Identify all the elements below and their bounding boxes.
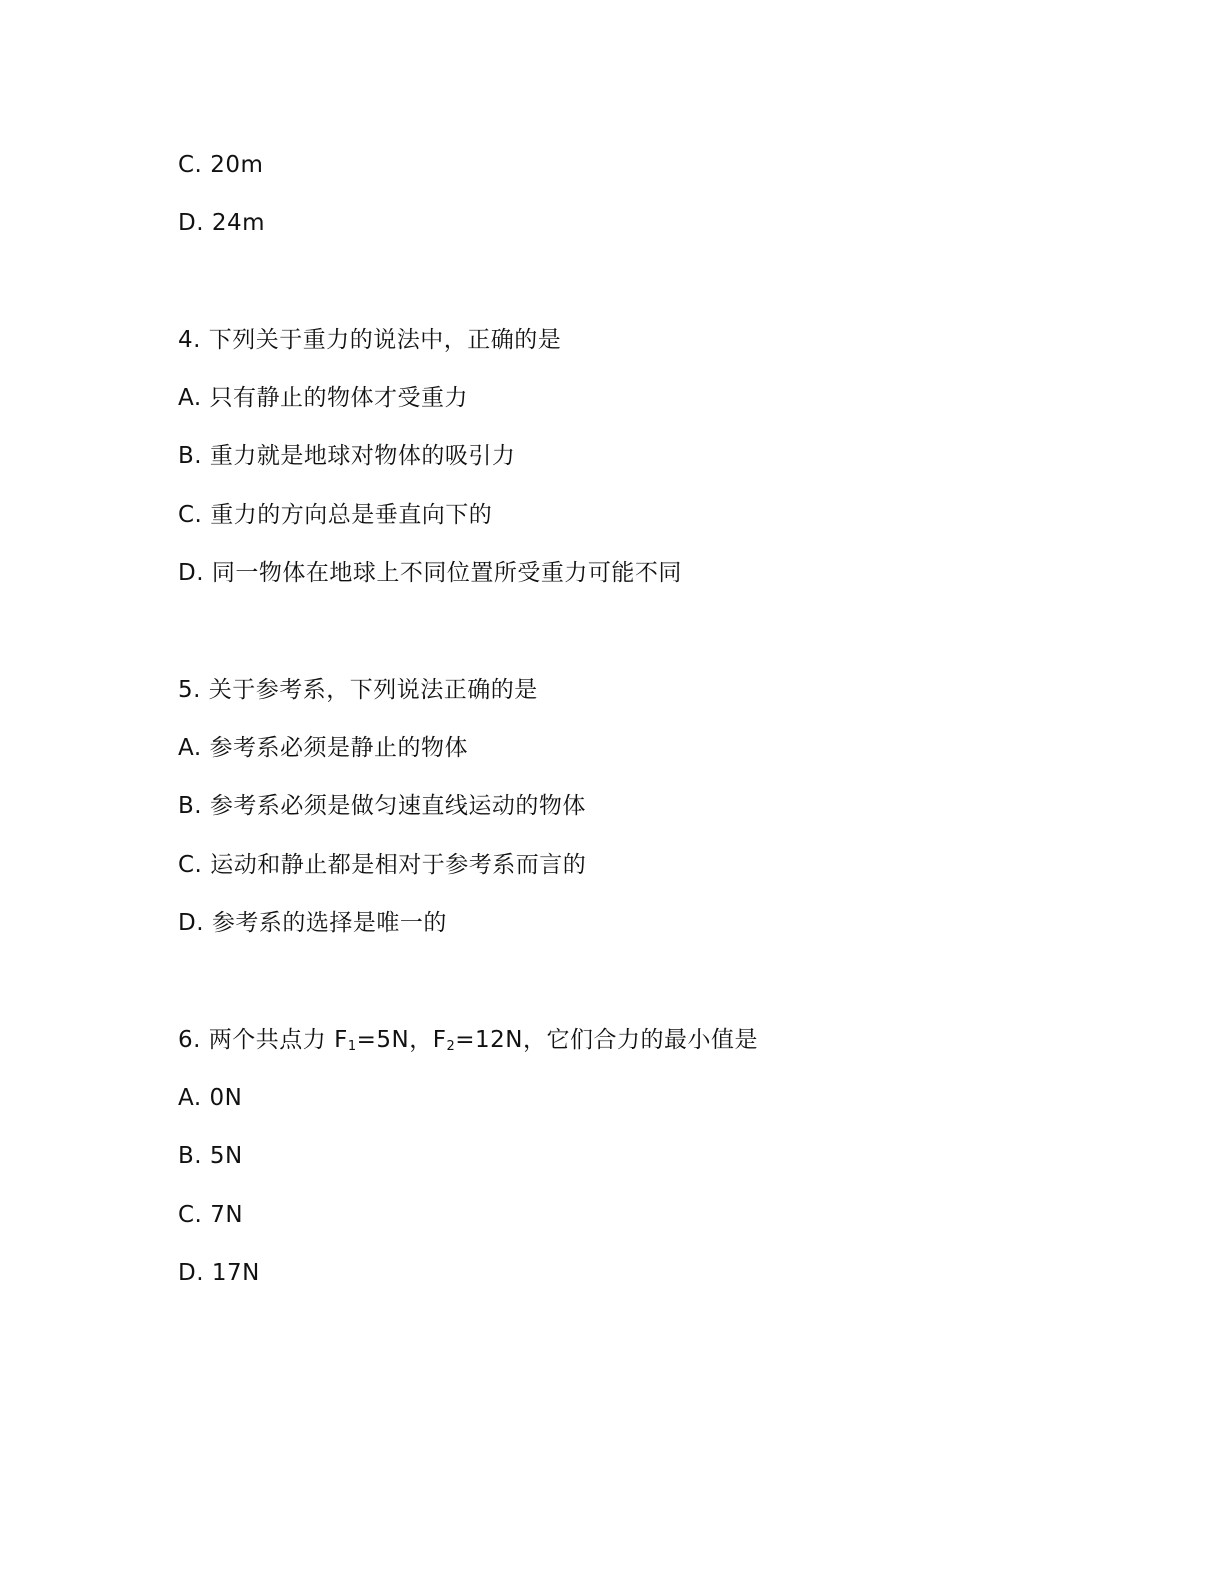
option-key: A. <box>178 735 202 761</box>
option-text: 运动和静止都是相对于参考系而言的 <box>210 852 587 878</box>
option-key: C. <box>178 152 203 178</box>
option-text: 同一物体在地球上不同位置所受重力可能不同 <box>211 560 682 586</box>
question-number: 5. <box>178 677 201 703</box>
option-text: 重力就是地球对物体的吸引力 <box>209 443 516 469</box>
q4-stem <box>178 325 561 355</box>
q4-option-d <box>178 558 682 588</box>
option-key: C. <box>178 1202 203 1228</box>
force-2-subscript: 2 <box>446 1039 456 1054</box>
question-text: 关于参考系，下列说法正确的是 <box>208 677 538 703</box>
option-text: 17N <box>211 1260 260 1286</box>
force-2-value: =12N <box>455 1027 523 1053</box>
q6-option-c <box>178 1200 243 1230</box>
q4-option-b <box>178 441 515 471</box>
option-text: 只有静止的物体才受重力 <box>209 385 468 411</box>
option-text: 7N <box>210 1202 244 1228</box>
q5-option-a <box>178 733 468 763</box>
option-text: 参考系必须是静止的物体 <box>209 735 468 761</box>
q5-option-d <box>178 908 447 938</box>
separator: ， <box>409 1027 433 1053</box>
option-text: 重力的方向总是垂直向下的 <box>210 502 493 528</box>
force-1-subscript: 1 <box>347 1039 357 1054</box>
q3-option-d <box>178 208 265 238</box>
question-text-prefix: 两个共点力 <box>208 1027 327 1053</box>
question-text: 下列关于重力的说法中，正确的是 <box>208 327 562 353</box>
force-2 <box>433 1027 523 1053</box>
option-key: C. <box>178 502 203 528</box>
q5-stem <box>178 675 538 705</box>
option-text: 5N <box>209 1143 243 1169</box>
option-text: 参考系必须是做匀速直线运动的物体 <box>209 793 586 819</box>
option-text: 0N <box>209 1085 243 1111</box>
question-number: 6. <box>178 1027 201 1053</box>
q6-option-b <box>178 1141 243 1171</box>
option-key: A. <box>178 385 202 411</box>
q5-option-b <box>178 791 586 821</box>
option-text: 24m <box>211 210 266 236</box>
q4-option-a <box>178 383 468 413</box>
q6-stem <box>178 1025 758 1062</box>
option-key: D. <box>178 560 205 586</box>
question-number: 4. <box>178 327 201 353</box>
option-key: C. <box>178 852 203 878</box>
q5-option-c <box>178 850 586 880</box>
force-1-symbol: F <box>334 1027 348 1053</box>
option-key: B. <box>178 1143 203 1169</box>
question-text-suffix: ，它们合力的最小值是 <box>522 1027 758 1053</box>
q4-option-c <box>178 500 492 530</box>
option-text: 20m <box>210 152 264 178</box>
force-1-value: =5N <box>356 1027 410 1053</box>
q6-option-a <box>178 1083 242 1113</box>
q3-option-c <box>178 150 263 180</box>
q6-option-d <box>178 1258 260 1288</box>
option-key: A. <box>178 1085 202 1111</box>
option-key: B. <box>178 443 203 469</box>
option-text: 参考系的选择是唯一的 <box>211 910 447 936</box>
force-1 <box>334 1027 409 1053</box>
option-key: B. <box>178 793 203 819</box>
option-key: D. <box>178 1260 205 1286</box>
option-key: D. <box>178 910 205 936</box>
option-key: D. <box>178 210 205 236</box>
force-2-symbol: F <box>432 1027 447 1053</box>
